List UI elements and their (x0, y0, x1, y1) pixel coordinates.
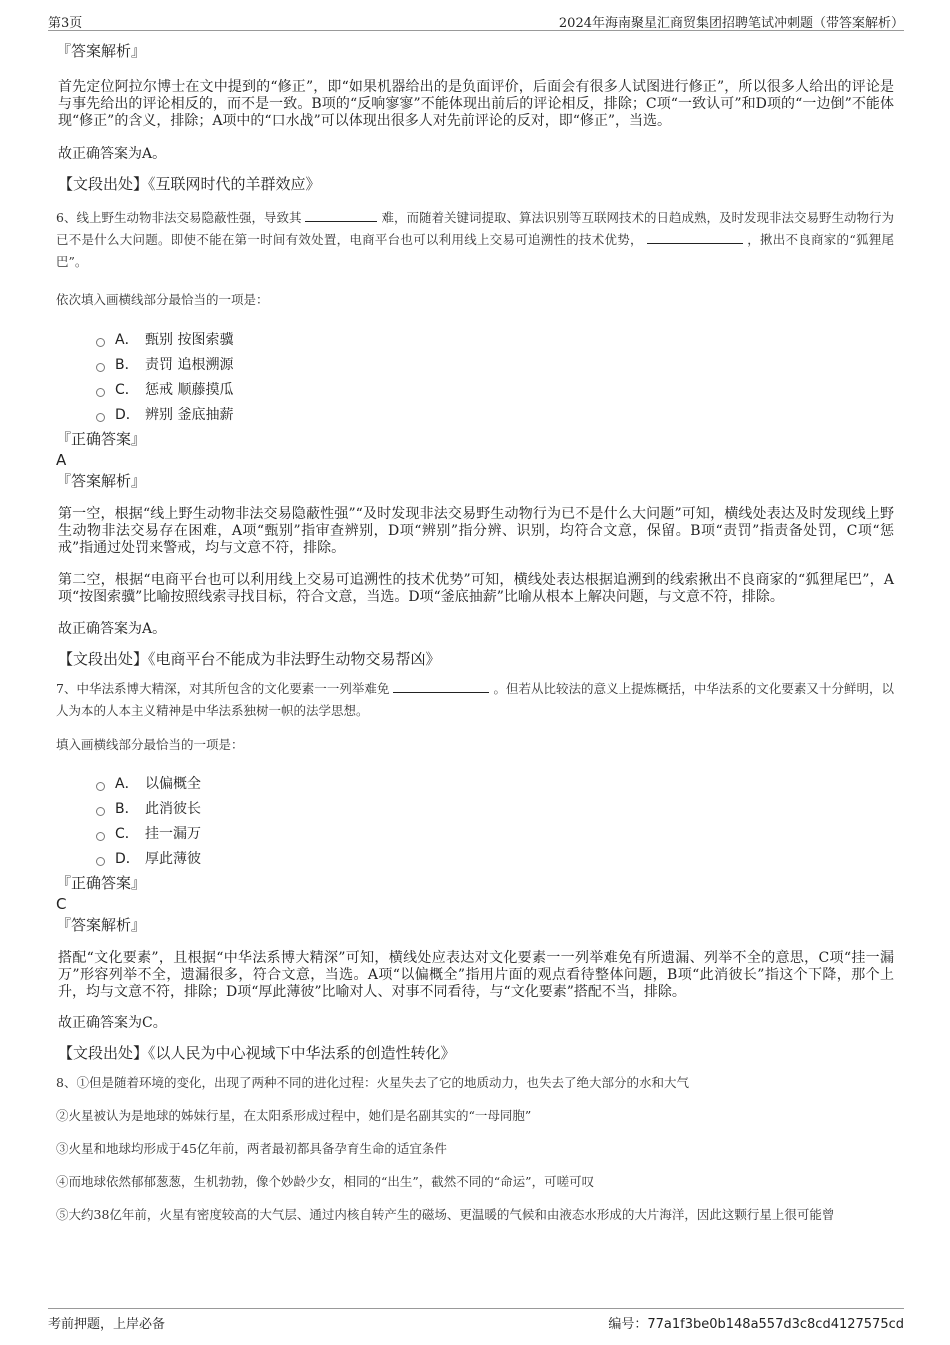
option-c[interactable]: C． 挂一漏万 (96, 822, 894, 847)
conclusion: 故正确答案为C。 (58, 1015, 167, 1031)
question-6-instruction: 依次填入画横线部分最恰当的一项是： (56, 292, 269, 307)
page-number: 第3页 (48, 16, 83, 31)
correct-answer: C (56, 895, 67, 913)
question-8-line: ②火星被认为是地球的姊妹行星，在太阳系形成过程中，她们是名副其实的“一母同胞” (56, 1108, 532, 1123)
radio-icon[interactable] (96, 857, 105, 866)
radio-icon[interactable] (96, 388, 105, 397)
option-a[interactable]: A． 甄别 按图索骥 (96, 328, 894, 353)
radio-icon[interactable] (96, 832, 105, 841)
fill-blank (647, 231, 743, 244)
source-citation: 【文段出处】《互联网时代的羊群效应》 (58, 175, 321, 193)
option-d[interactable]: D． 厚此薄彼 (96, 847, 894, 872)
document-title: 2024年海南聚星汇商贸集团招聘笔试冲刺题（带答案解析） (558, 16, 904, 31)
analysis-label: 『答案解析』 (56, 472, 147, 490)
document-code: 编号：77a1f3be0b148a557d3c8cd4127575cd (608, 1317, 904, 1332)
correct-answer-label: 『正确答案』 (56, 430, 147, 448)
option-b[interactable]: B． 责罚 追根溯源 (96, 353, 894, 378)
radio-icon[interactable] (96, 782, 105, 791)
footer-slogan: 考前押题，上岸必备 (48, 1317, 166, 1332)
radio-icon[interactable] (96, 338, 105, 347)
analysis-label: 『答案解析』 (56, 42, 147, 60)
question-8-line: ⑤大约38亿年前，火星有密度较高的大气层、通过内核自转产生的磁场、更温暖的气候和由液态水形成的大片海洋，因此这颗行星上很可能曾 (56, 1207, 835, 1222)
page-footer (48, 1308, 904, 1331)
question-6-stem: 6、线上野生动物非法交易隐蔽性强，导致其 难，而随着关键词提取、算法识别等互联网技术的日趋成熟，及时发现非法交易野生动物行为已不是什么大问题。即使不能在第一时间有效处置，电商平台也可以利用线上交易可追溯性的技术优势， ，揪出不良商家的“狐狸尾巴”。 (56, 210, 894, 269)
option-b[interactable]: B． 此消彼长 (96, 797, 894, 822)
analysis-paragraph: 搭配“文化要素”，且根据“中华法系博大精深”可知，横线处应表达对文化要素一一列举难免有所遗漏、列举不全的意思，C项“挂一漏万”形容列举不全，遗漏很多，符合文意，当选。A项“以偏概全”指用片面的观点看待整体问题，B项“此消彼长”指这个下降，那个上升，均与文意不符，排除；D项“厚此薄彼”比喻对人、对事不同看待，与“文化要素”搭配不当，排除。 (58, 950, 894, 1000)
option-d[interactable]: D． 辨别 釜底抽薪 (96, 403, 894, 428)
radio-icon[interactable] (96, 807, 105, 816)
fill-blank (393, 680, 489, 693)
radio-icon[interactable] (96, 363, 105, 372)
question-8-line: 8、①但是随着环境的变化，出现了两种不同的进化过程：火星失去了它的地质动力，也失去了绝大部分的水和大气 (56, 1075, 689, 1090)
analysis-paragraph: 首先定位阿拉尔博士在文中提到的“修正”，即“如果机器给出的是负面评价，后面会有很多人试图进行修正”，所以很多人给出的评论是与事先给出的评论相反的，而不是一致。B项的“反响寥寥”不能体现出前后的评论相反，排除；C项“一致认可”和D项的“一边倒”不能体现“修正”的含义，排除；A项中的“口水战”可以体现出很多人对先前评论的反对，即“修正”，当选。 (58, 79, 894, 129)
question-6-options (96, 328, 894, 428)
document-body (58, 40, 894, 1226)
source-citation: 【文段出处】《电商平台不能成为非法野生动物交易帮凶》 (58, 650, 441, 668)
analysis-paragraph: 第一空，根据“线上野生动物非法交易隐蔽性强”“及时发现非法交易野生动物行为已不是什么大问题”可知，横线处表达及时发现线上野生动物非法交易存在困难，A项“甄别”指审查辨别，D项“辨别”指分辨、识别，均符合文意，保留。B项“责罚”指责备处罚，C项“惩戒”指通过处罚来警戒，均与文意不符，排除。 (58, 506, 894, 556)
question-7-options (96, 772, 894, 872)
option-c[interactable]: C． 惩戒 顺藤摸瓜 (96, 378, 894, 403)
question-8-line: ④而地球依然郁郁葱葱，生机勃勃，像个妙龄少女，相同的“出生”，截然不同的“命运”，可嗟可叹 (56, 1174, 595, 1189)
page-header (48, 10, 904, 31)
analysis-paragraph: 第二空，根据“电商平台也可以利用线上交易可追溯性的技术优势”可知，横线处表达根据追溯到的线索揪出不良商家的“狐狸尾巴”，A项“按图索骥”比喻按照线索寻找目标，符合文意，当选。D项“釜底抽薪”比喻从根本上解决问题，与文意不符，排除。 (58, 572, 894, 605)
question-8-line: ③火星和地球均形成于45亿年前，两者最初都具备孕育生命的适宜条件 (56, 1141, 447, 1156)
source-citation: 【文段出处】《以人民为中心视域下中华法系的创造性转化》 (58, 1044, 456, 1062)
question-7-instruction: 填入画横线部分最恰当的一项是： (56, 737, 244, 752)
option-a[interactable]: A． 以偏概全 (96, 772, 894, 797)
fill-blank (305, 209, 377, 222)
analysis-label: 『答案解析』 (56, 916, 147, 934)
conclusion: 故正确答案为A。 (58, 146, 167, 162)
question-7-stem: 7、中华法系博大精深，对其所包含的文化要素一一列举难免 。但若从比较法的意义上提炼概括，中华法系的文化要素又十分鲜明，以人为本的人本主义精神是中华法系独树一帜的法学思想。 (56, 681, 894, 718)
conclusion: 故正确答案为A。 (58, 621, 167, 637)
correct-answer-label: 『正确答案』 (56, 874, 147, 892)
correct-answer: A (56, 451, 67, 469)
radio-icon[interactable] (96, 413, 105, 422)
